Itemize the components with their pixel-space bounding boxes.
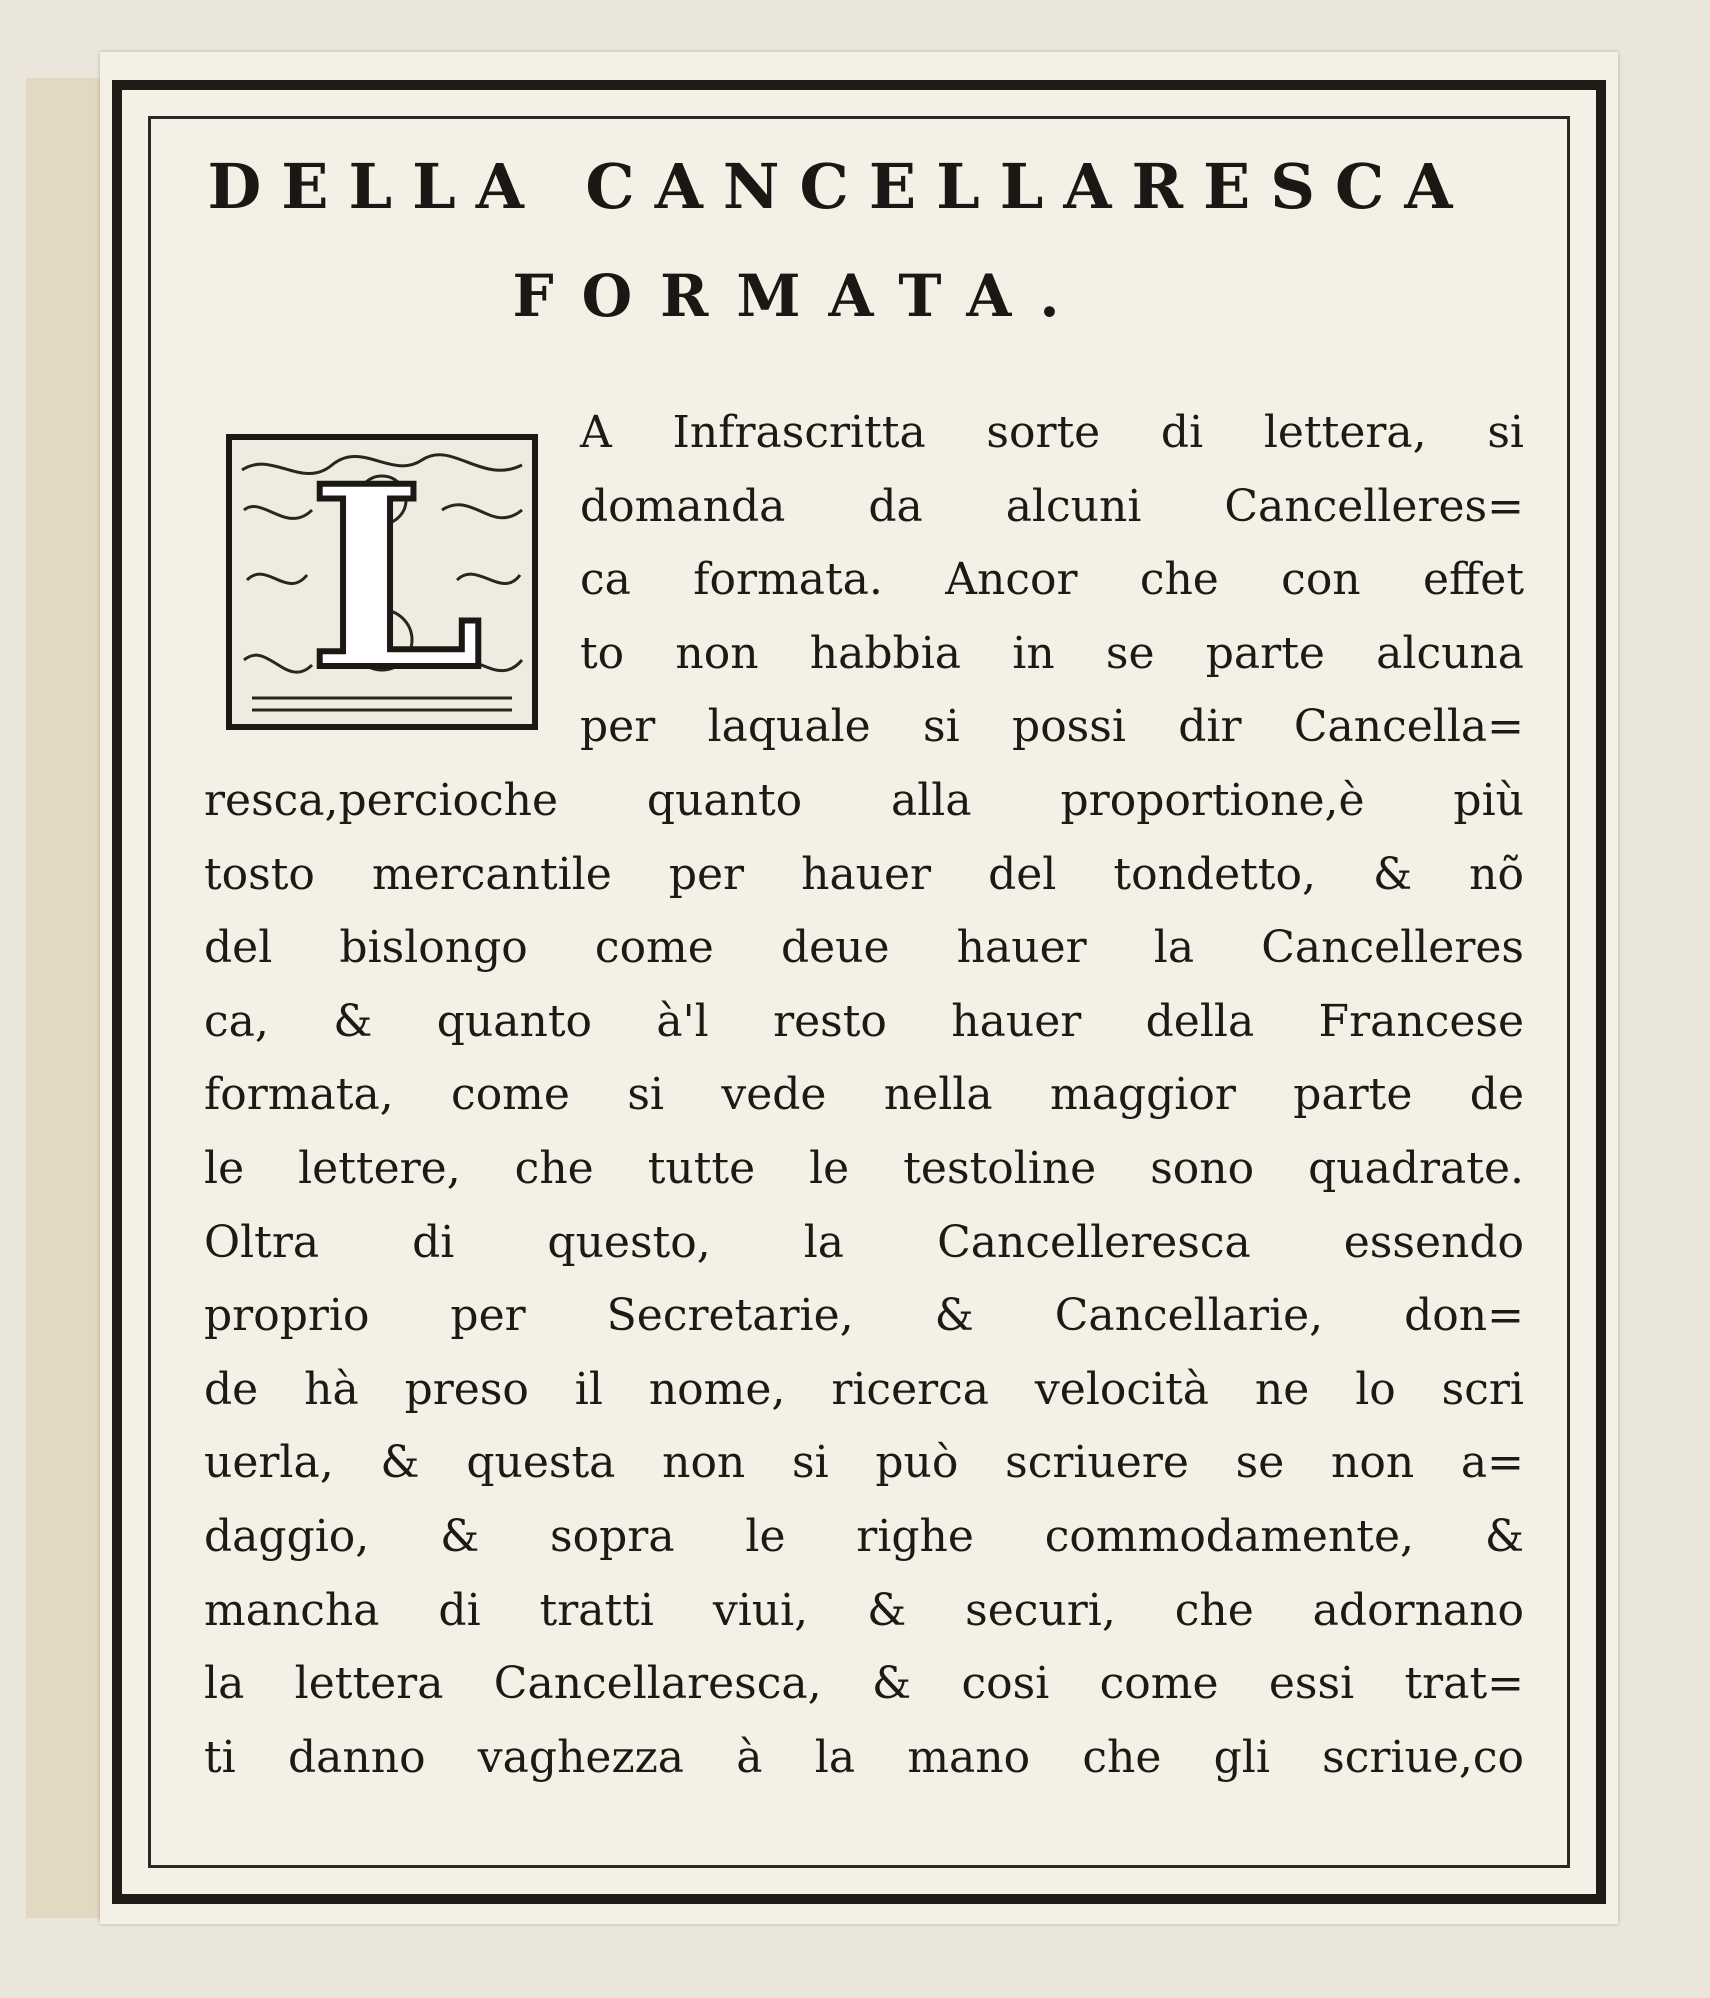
text-line: le lettere, che tutte le testoline sono quadrate. xyxy=(204,1142,1524,1194)
text-line: A Infrascritta sorte di lettera, si xyxy=(580,407,1524,458)
text-line: to non habbia in se parte alcuna xyxy=(580,627,1524,679)
text-line: ca formata. Ancor che con effet xyxy=(580,554,1524,606)
heading-line-1: DELLA CANCELLARESCA xyxy=(207,150,1473,223)
text-line: tosto mercantile per hauer del tondetto, & nõ xyxy=(204,848,1524,900)
text-line: la lettera Cancellaresca, & cosi come essi trat= xyxy=(204,1658,1524,1710)
text-line: daggio, & sopra le righe commodamente, & xyxy=(204,1510,1524,1562)
heading-line-2: FORMATA. xyxy=(512,262,1088,330)
text-line: Oltra di questo, la Cancelleresca essendo xyxy=(204,1216,1524,1268)
text-line: per laquale si possi dir Cancella= xyxy=(580,701,1524,753)
text-line: formata, come si vede nella maggior parte de xyxy=(204,1069,1524,1121)
text-line: proprio per Secretarie, & Cancellarie, don= xyxy=(204,1290,1524,1342)
initial-letter: L xyxy=(308,431,484,725)
text-line: de hà preso il nome, ricerca velocità ne lo scri xyxy=(204,1363,1524,1415)
text-line: mancha di tratti viui, & securi, che adornano xyxy=(204,1584,1524,1636)
text-line: del bislongo come deue hauer la Cancelleres xyxy=(204,922,1524,974)
text-line: domanda da alcuni Cancelleres= xyxy=(580,480,1524,532)
text-line: resca,percioche quanto alla proportione,è più xyxy=(204,774,1524,826)
text-line: ti danno vaghezza à la mano che gli scriue,co xyxy=(204,1731,1524,1783)
text-line: uerla, & questa non si può scriuere se non a= xyxy=(204,1437,1524,1489)
text-line: ca, & quanto à'l resto hauer della Francese xyxy=(204,995,1524,1047)
body-text xyxy=(204,396,1524,1794)
